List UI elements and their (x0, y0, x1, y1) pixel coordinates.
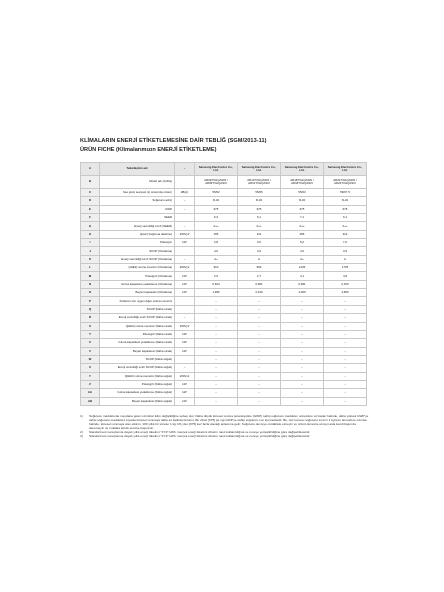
value-cell: – (324, 355, 367, 363)
value-cell: – (281, 339, 324, 347)
value-cell: A (324, 255, 367, 263)
value-cell: 675 (238, 205, 281, 213)
table-row (81, 289, 367, 297)
value-cell: – (324, 322, 367, 330)
value-cell: – (281, 330, 324, 338)
table-row (81, 355, 367, 363)
row-unit: kW (175, 397, 195, 405)
row-unit: kWh/yıl (175, 230, 195, 238)
footnote-text: Soğutucu maddelerde meydana gelen sızıntılar iklim değişikliğine sebep olur. Daha düşük küresel ısınma potansiyeline (GWP) sahip soğutucu maddeler, atmosfere sızmaları halinde, daha yüksek GWP'ye sahip soğutucu maddelere kıyasla küresel ısınmaya daha az katkıda bulunur. Bu cihaz [675] pe ngt GWP'ye sahip soğutucu sıvı içermektedir. Bu, söz konusu soğutucu sıvının 1 kg'lının atmosfere sızması halinde, küresel ısınmaya olan etkinin, 100 yıllık bir süreler 1 kg CO₂'den [675] kez fazla olacağı anlamına gelir. Soğutucu devreye müdahale etmeyin ve ürünü demonte etmeyi asla kendi başınıza denemeyin ve mutlaka teknik servise başvurun. (89, 413, 369, 430)
table-body (81, 176, 367, 406)
value-cell: R-32 (324, 197, 367, 205)
row-unit: – (175, 364, 195, 372)
row-code: Q (81, 305, 100, 313)
value-cell: 4,1 (281, 272, 324, 280)
value-cell: 0,604 (195, 280, 238, 288)
value-cell: 211 (238, 230, 281, 238)
row-label: Model adı (İç/Dış) (100, 176, 175, 189)
row-unit: kWh/yıl (175, 264, 195, 272)
table-row (81, 197, 367, 205)
value-cell: – (195, 322, 238, 330)
value-cell: – (195, 305, 238, 313)
row-label: SEER (100, 214, 175, 222)
row-code: Y (81, 372, 100, 380)
row-label: Pdesignc (100, 239, 175, 247)
row-code: L (81, 264, 100, 272)
value-cell: 2,019 (238, 289, 281, 297)
row-label: QHE3) ısıtma mevsimi (Ortalama) (100, 264, 175, 272)
row-unit: – (175, 197, 195, 205)
value-cell: – (324, 297, 367, 305)
value-cell: 4,009 (281, 289, 324, 297)
value-cell: – (195, 347, 238, 355)
row-label: SCOP (Daha sıcak) (100, 305, 175, 313)
value-cell: – (238, 389, 281, 397)
value-cell: 5,2 (281, 239, 324, 247)
value-cell: 1,996 (195, 289, 238, 297)
value-cell: 1435 (281, 264, 324, 272)
table-row (81, 214, 367, 222)
row-code: AB (81, 397, 100, 405)
row-label: Pdesignh (Ortalama) (100, 272, 175, 280)
value-cell: A+ (195, 255, 238, 263)
table-row (81, 176, 367, 189)
row-unit (175, 214, 195, 222)
value-cell: – (281, 355, 324, 363)
table-row (81, 222, 367, 230)
row-unit (175, 247, 195, 255)
row-code: O (81, 289, 100, 297)
row-code: Z (81, 380, 100, 388)
table-row (81, 389, 367, 397)
value-cell: – (195, 397, 238, 405)
header-cell: – (175, 163, 195, 176)
footnote-number: 1) (80, 413, 83, 418)
row-label: Soğutucu adı1) (100, 197, 175, 205)
value-cell: – (281, 322, 324, 330)
value-cell: – (324, 305, 367, 313)
value-cell: – (324, 364, 367, 372)
row-code: AA (81, 389, 100, 397)
table-row (81, 305, 367, 313)
value-cell: 4,650 (324, 289, 367, 297)
value-cell: – (324, 397, 367, 405)
footnotes (80, 415, 370, 439)
row-code: P (81, 297, 100, 305)
value-cell: 3,9 (238, 247, 281, 255)
table-row (81, 255, 367, 263)
value-cell: – (238, 305, 281, 313)
value-cell: – (238, 397, 281, 405)
row-code: N (81, 280, 100, 288)
value-cell: 3,9 (324, 247, 367, 255)
product-fiche-document (80, 138, 369, 439)
table-row (81, 297, 367, 305)
value-cell: – (324, 339, 367, 347)
row-code: X (81, 364, 100, 372)
value-cell: 969 (238, 264, 281, 272)
value-cell: 156 (195, 230, 238, 238)
row-unit: kW (175, 289, 195, 297)
value-cell: – (281, 389, 324, 397)
value-cell: AR09TXHQASIN / AR09TXHQASIX (195, 176, 238, 189)
value-cell: – (281, 372, 324, 380)
table-row (81, 397, 367, 405)
value-cell: 4,0 (281, 247, 324, 255)
row-label: Enerji verimliliği sınıfı SCOP (Daha soğuk) (100, 364, 175, 372)
value-cell: R-32 (281, 197, 324, 205)
value-cell: – (195, 380, 238, 388)
row-code: M (81, 272, 100, 280)
row-unit: kW (175, 272, 195, 280)
table-row (81, 272, 367, 280)
value-cell: 7,0 (324, 239, 367, 247)
table-row (81, 314, 367, 322)
value-cell: – (281, 397, 324, 405)
row-label: Beyan kapasitesi (Ortalama) (100, 289, 175, 297)
document-subtitle: ÜRÜN FICHE (Klimalarımızın ENERJİ ETİKETLEME) (80, 147, 217, 153)
value-cell: – (238, 330, 281, 338)
value-cell: – (281, 297, 324, 305)
table-row (81, 330, 367, 338)
row-unit: – (175, 222, 195, 230)
header-cell: Tedarikçinin adı (100, 163, 175, 176)
row-unit: kW (175, 347, 195, 355)
row-code: J (81, 247, 100, 255)
value-cell: 412 (324, 230, 367, 238)
row-label: Pdesignh (Daha sıcak) (100, 330, 175, 338)
value-cell: 2,6 (195, 272, 238, 280)
value-cell: – (281, 347, 324, 355)
value-cell: 675 (324, 205, 367, 213)
value-cell: – (238, 339, 281, 347)
table-row (81, 380, 367, 388)
row-label: Enerji verimliliği sınıfı SCOP (Daha sıcak) (100, 314, 175, 322)
footnote (80, 435, 370, 439)
row-unit: kW (175, 239, 195, 247)
value-cell: A++ (324, 222, 367, 230)
header-cell: A (81, 163, 100, 176)
row-label: Beyan kapasitesi (Daha sıcak) (100, 347, 175, 355)
value-cell: – (238, 322, 281, 330)
value-cell: A++ (238, 222, 281, 230)
value-cell: – (195, 297, 238, 305)
row-code: H (81, 230, 100, 238)
value-cell: 7,1 (281, 214, 324, 222)
row-code: W (81, 355, 100, 363)
row-code: F (81, 214, 100, 222)
value-cell: 1725 (324, 264, 367, 272)
row-label: Ses gücü seviyesi (iç ortam/dış ortam) (100, 189, 175, 197)
row-unit: kW (175, 280, 195, 288)
header-cell: Samsung Electronics Co., Ltd. (281, 163, 324, 176)
row-unit: kW (175, 330, 195, 338)
energy-label-table (80, 162, 367, 406)
value-cell: – (238, 355, 281, 363)
row-code: S (81, 322, 100, 330)
value-cell: 256 (281, 230, 324, 238)
document-title: KLİMALARIN ENERJİ ETİKETLEMESİNE DAİR TEBLİĞ (SGM/2013-11) (80, 138, 267, 144)
row-label: Isıtma kapasitesi yedekleme (Daha sıcak) (100, 339, 175, 347)
row-code: I (81, 239, 100, 247)
value-cell: – (195, 339, 238, 347)
value-cell: – (195, 364, 238, 372)
table-header-row (81, 163, 367, 176)
value-cell: – (281, 364, 324, 372)
table-row (81, 230, 367, 238)
value-cell: 910 (195, 264, 238, 272)
value-cell: – (195, 355, 238, 363)
value-cell: – (195, 330, 238, 338)
value-cell: 55/65 (238, 189, 281, 197)
row-code: D (81, 197, 100, 205)
footnote-text: Standart test sonuçlarına dayalı yıllık enerji tüketimi "XYZ" kWh. Gerçek enerji tüketimi cihazın nasıl kullanıldığına ve nereye yerleştirildiğine göre değişebilecektir. (89, 434, 311, 439)
value-cell: AR24TXHQASIN / AR24TXHQASIX (324, 176, 367, 189)
footnote-number: 3) (80, 434, 83, 439)
row-unit (175, 176, 195, 189)
row-unit: kW (175, 339, 195, 347)
row-label: Beyan kapasitesi (Daha soğuk) (100, 397, 175, 405)
value-cell: 55/62 (195, 189, 238, 197)
value-cell: 4,8 (324, 272, 367, 280)
value-cell: – (324, 389, 367, 397)
value-cell: AR12TXHQASIN / AR12TXHQASIX (238, 176, 281, 189)
table-row (81, 239, 367, 247)
row-label: QHE3) ısıtma mevsimi (Daha soğuk) (100, 372, 175, 380)
row-label: Enerji verimliliği sınıfı (SEER) (100, 222, 175, 230)
value-cell: – (324, 347, 367, 355)
value-cell: R-32 (195, 197, 238, 205)
table-row (81, 372, 367, 380)
value-cell: – (238, 364, 281, 372)
row-unit: dB(A) (175, 189, 195, 197)
row-label: Qce2) Soğutma talebine) (100, 230, 175, 238)
header-cell: Samsung Electronics Co., Ltd. (324, 163, 367, 176)
row-unit: – (175, 255, 195, 263)
value-cell: A++ (195, 222, 238, 230)
row-unit (175, 355, 195, 363)
value-cell: – (238, 380, 281, 388)
row-label: QHE3) ısıtma mevsimi (Daha sıcak) (100, 322, 175, 330)
row-unit (175, 305, 195, 313)
value-cell: A (238, 255, 281, 263)
footnote-text: Standart test sonuçlarına dayalı yıllık enerji tüketimi "XYZ" kWh. Gerçek enerji tüketimi cihazın nasıl kullanıldığına ve nereye yerleştirildiğine göre değişebilecektir. (89, 429, 311, 434)
value-cell: – (281, 380, 324, 388)
value-cell: – (324, 314, 367, 322)
table-row (81, 280, 367, 288)
row-code: U (81, 339, 100, 347)
value-cell: – (324, 380, 367, 388)
value-cell: – (195, 372, 238, 380)
value-cell: R-32 (238, 197, 281, 205)
row-label: Isıtma kapasitesi yedekleme (Daha soğuk) (100, 389, 175, 397)
row-label: SCOP (Daha soğuk) (100, 355, 175, 363)
table-row (81, 264, 367, 272)
value-cell: 6,3 (195, 214, 238, 222)
value-cell: 0,681 (238, 280, 281, 288)
row-code: C (81, 189, 100, 197)
row-code: R (81, 314, 100, 322)
row-unit: kWh/yıl (175, 322, 195, 330)
value-cell: 59/67.5 (324, 189, 367, 197)
value-cell: 0,991 (281, 280, 324, 288)
row-code: V (81, 347, 100, 355)
value-cell: 675 (281, 205, 324, 213)
row-label: Isıtma kapasitesi yedekleme (Ortalama) (100, 280, 175, 288)
row-code: K (81, 255, 100, 263)
value-cell: 55/63 (281, 189, 324, 197)
row-code: E (81, 205, 100, 213)
value-cell: A++ (281, 222, 324, 230)
table-row (81, 247, 367, 255)
row-label: Kullanım için uygun diğer ısıtma mevsimi (100, 297, 175, 305)
value-cell: 6,1 (238, 214, 281, 222)
footnote-number: 2) (80, 429, 83, 434)
table-row (81, 189, 367, 197)
row-unit: kWh/yıl (175, 372, 195, 380)
value-cell: – (324, 330, 367, 338)
value-cell: 675 (195, 205, 238, 213)
table-row (81, 364, 367, 372)
value-cell: – (195, 389, 238, 397)
row-unit: kW (175, 389, 195, 397)
value-cell: 0,150 (324, 280, 367, 288)
table-row (81, 205, 367, 213)
value-cell: – (238, 314, 281, 322)
row-label: SCOP (Ortalama) (100, 247, 175, 255)
value-cell: 2,8 (195, 239, 238, 247)
row-unit: – (175, 314, 195, 322)
header-cell: Samsung Electronics Co., Ltd. (238, 163, 281, 176)
row-unit: – (175, 205, 195, 213)
value-cell: – (281, 314, 324, 322)
value-cell: – (324, 372, 367, 380)
value-cell: – (281, 305, 324, 313)
value-cell: – (195, 314, 238, 322)
row-label: GWP (100, 205, 175, 213)
row-code: G (81, 222, 100, 230)
header-cell: Samsung Electronics Co., Ltd. (195, 163, 238, 176)
row-unit: kW (175, 380, 195, 388)
value-cell: 6,1 (324, 214, 367, 222)
table-row (81, 347, 367, 355)
footnote (80, 415, 370, 431)
table-row (81, 339, 367, 347)
row-label: Enerji verimliliği sınıfı SCOP (Ortalama) (100, 255, 175, 263)
value-cell: A+ (281, 255, 324, 263)
value-cell: 3,6 (238, 239, 281, 247)
value-cell: 2,7 (238, 272, 281, 280)
value-cell: – (238, 297, 281, 305)
table-row (81, 322, 367, 330)
row-code: B (81, 176, 100, 189)
row-label: Pdesignh (Daha soğuk) (100, 380, 175, 388)
value-cell: AR18TXHQASIN / AR18TXHQASIX (281, 176, 324, 189)
value-cell: 4,0 (195, 247, 238, 255)
row-unit (175, 297, 195, 305)
row-code: T (81, 330, 100, 338)
value-cell: – (238, 347, 281, 355)
value-cell: – (238, 372, 281, 380)
